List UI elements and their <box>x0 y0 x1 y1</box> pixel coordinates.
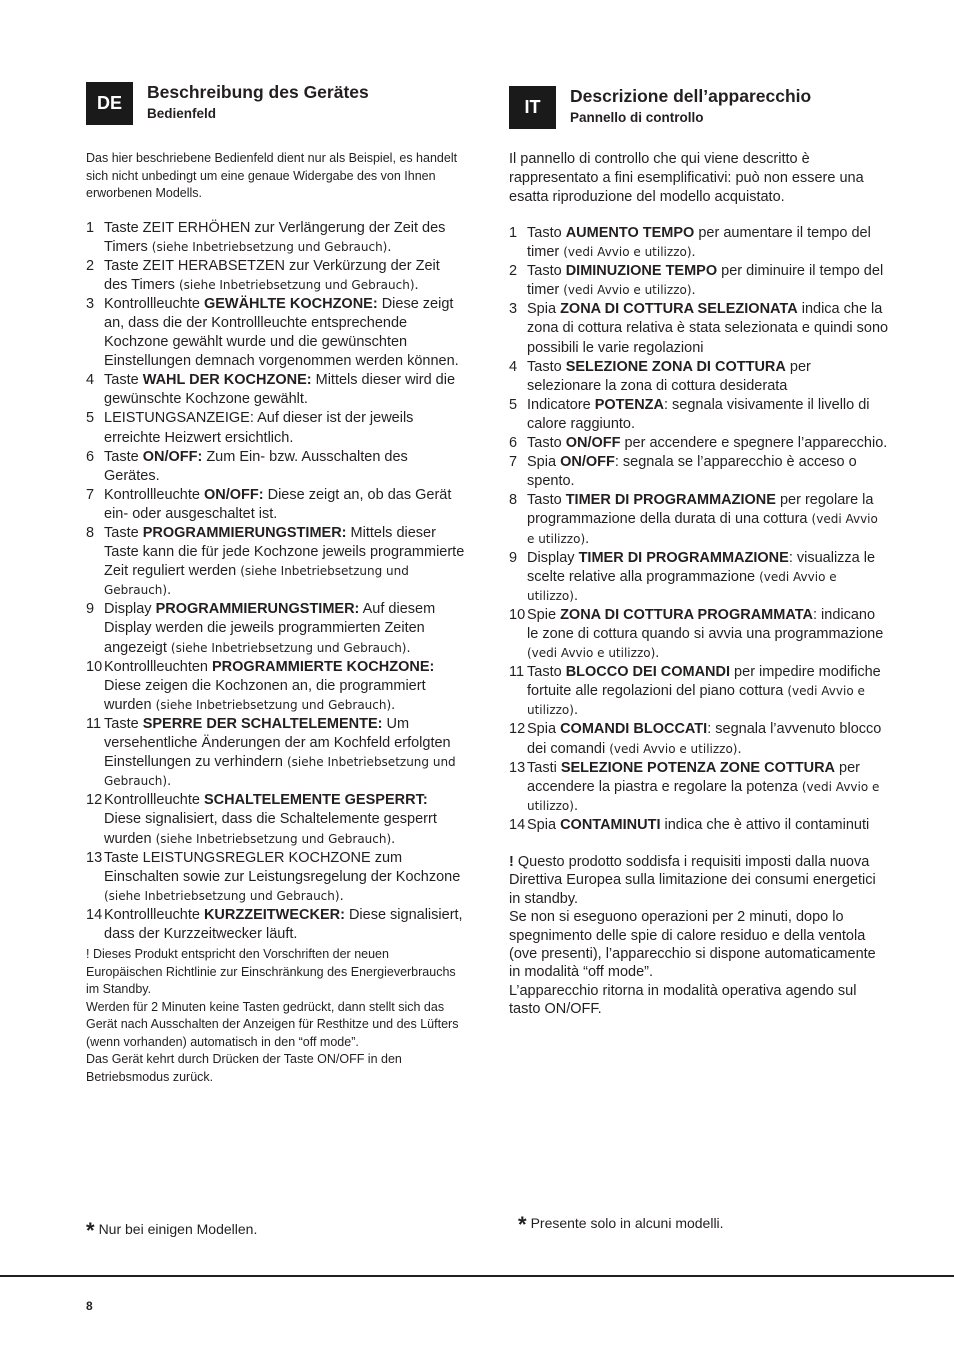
notice-paragraph: ! Dieses Produkt entspricht den Vorschriften der neuen Europäischen Richtlinie zur Einschränkung des Energieverbrauchs im Standby. <box>86 947 456 997</box>
item-text: . <box>339 887 344 904</box>
section-title-it: Descrizione dell’apparecchio <box>570 86 812 106</box>
item-text: . <box>691 244 696 261</box>
item-number: 1 <box>509 225 518 241</box>
item-number: 3 <box>86 295 95 312</box>
item-keyword: COMANDI BLOCCATI <box>560 721 708 738</box>
item-number: 4 <box>86 372 95 389</box>
item-number: 3 <box>509 301 518 318</box>
item-number: 2 <box>509 263 518 280</box>
item-text: per regolare la programmazione della durata di una cottura <box>527 492 874 528</box>
item-keyword: BLOCCO DEI COMANDI <box>565 664 731 681</box>
item-text: Tasto <box>527 492 566 509</box>
item-reference: (vedi Avvio e utilizzo) <box>527 512 878 546</box>
item-keyword: POTENZA <box>594 396 664 413</box>
section-subtitle-it: Pannello di controllo <box>570 110 704 125</box>
item-keyword: SPERRE DER SCHALTELEMENTE: <box>142 715 383 732</box>
list-item <box>509 396 889 434</box>
item-text: Taste ZEIT ERHÖHEN zur Verlängerung der Zeit des Timers <box>104 219 446 255</box>
item-text: per selezionare la zona di cottura desiderata <box>527 358 811 394</box>
item-text: Diese zeigt an, dass die der Kontrollleuchte entsprechende Kochzone gewählt wurde und die gewünschten Einstellungen demnach vorgenommen werden können. <box>104 295 459 370</box>
item-keyword: WAHL DER KOCHZONE: <box>142 372 312 389</box>
item-keyword: TIMER DI PROGRAMMAZIONE <box>565 492 776 509</box>
item-number: 10 <box>86 658 103 675</box>
item-keyword: CONTAMINUTI <box>560 816 661 833</box>
item-number: 13 <box>86 849 103 866</box>
item-keyword: PROGRAMMIERTE KOCHZONE: <box>212 658 435 675</box>
item-keyword: DIMINUZIONE TEMPO <box>565 263 718 280</box>
item-text: Tasto <box>527 435 566 452</box>
item-number: 5 <box>86 410 95 427</box>
list-item <box>509 453 889 491</box>
item-number: 9 <box>86 601 95 618</box>
item-text: : segnala se l’apparecchio è acceso o spento. <box>527 454 857 490</box>
language-badge-de: DE <box>86 82 133 125</box>
item-reference: (vedi Avvio e utilizzo) <box>563 245 692 260</box>
item-text: Tasto <box>527 358 566 375</box>
language-badge-it: IT <box>509 86 556 129</box>
item-reference: (siehe Inbetriebsetzung und Gebrauch) <box>155 831 392 846</box>
intro-text-it: Il pannello di controllo che qui viene descritto è rappresentato a fini esemplificativi: può non essere una esatta riproduzione del modello acquistato. <box>509 151 864 205</box>
item-number: 6 <box>86 448 95 465</box>
intro-text-de: Das hier beschriebene Bedienfeld dient nur als Beispiel, es handelt sich nicht unbedingt um eine genaue Widergabe des von Ihnen erworbenen Modells. <box>86 151 458 200</box>
item-keyword: GEWÄHLTE KOCHZONE: <box>203 295 378 312</box>
item-list-de <box>86 219 466 945</box>
item-reference: (siehe Inbetriebsetzung und Gebrauch) <box>155 697 392 712</box>
item-text: Diese signalisiert, dass die Schaltelemente gesperrt wurden <box>104 811 437 847</box>
list-item <box>86 257 466 295</box>
item-text: . <box>167 582 172 599</box>
item-reference: (siehe Inbetriebsetzung und Gebrauch) <box>170 640 407 655</box>
item-text: Spia <box>527 454 561 471</box>
item-text: Mittels dieser Taste kann die für jede Kochzone jeweils programmierte Zeit reguliert werden <box>104 525 465 580</box>
item-text: Taste <box>104 372 143 389</box>
notice-paragraph: Se non si eseguono operazioni per 2 minuti, dopo lo spegnimento delle spie di calore residuo e della ventola (ove presenti), l’apparecchio si dispone automaticamente in modalità “off mode”. <box>509 909 876 981</box>
item-number: 8 <box>86 525 95 541</box>
item-number: 13 <box>509 759 526 776</box>
item-number: 11 <box>509 664 525 681</box>
item-keyword: ON/OFF <box>565 435 621 452</box>
item-keyword: SELEZIONE POTENZA ZONE COTTURA <box>560 759 836 776</box>
item-reference: (vedi Avvio e utilizzo) <box>527 569 837 603</box>
item-text: . <box>655 645 660 662</box>
item-text: Kontrollleuchte <box>104 792 204 809</box>
section-header-de <box>147 82 466 122</box>
list-item <box>86 715 466 791</box>
item-text: Display <box>527 549 579 566</box>
page-number: 8 <box>86 1299 93 1313</box>
item-keyword: ON/OFF: <box>142 448 203 465</box>
column-de <box>86 82 466 1086</box>
item-text: per aumentare il tempo del timer <box>527 225 871 261</box>
item-text: per impedire modifiche fortuite alle regolazioni del piano cottura <box>527 664 881 700</box>
item-number: 7 <box>509 454 518 471</box>
item-number: 7 <box>86 486 95 503</box>
notice-paragraph: ! Questo prodotto soddisfa i requisiti imposti dalla nuova Direttiva Europea sulla limitazione dei consumi energetici in standby. <box>509 854 876 907</box>
item-keyword: ON/OFF <box>560 454 615 471</box>
item-number: 9 <box>509 549 518 566</box>
item-keyword: ON/OFF: <box>203 486 264 503</box>
item-list-it <box>509 224 889 835</box>
item-text: Um versehentliche Änderungen der am Kochfeld erfolgten Einstellungen zu verhindern <box>104 715 451 771</box>
notice-paragraph: Das Gerät kehrt durch Drücken der Taste ON/OFF in den Betriebsmodus zurück. <box>86 1052 402 1084</box>
item-text: Kontrollleuchten <box>104 658 213 675</box>
item-text: Taste LEISTUNGSREGLER KOCHZONE zum Einschalten sowie zur Leistungsregelung der Kochzone <box>104 849 461 885</box>
notice-paragraph: Werden für 2 Minuten keine Tasten gedrückt, dann stellt sich das Gerät nach Ausschalten der Anzeigen für Resthitze und des Lüfters (wenn vorhanden) automatisch in den “off mode”. <box>86 999 459 1049</box>
section-header-it <box>570 82 889 126</box>
item-text: : segnala l’avvenuto blocco dei comandi <box>527 721 882 757</box>
item-text: Spie <box>527 606 561 623</box>
item-text: Display <box>104 601 156 618</box>
item-text: Tasto <box>527 225 566 241</box>
item-text: : indicano le zone di cottura quando si avvia una programmazione <box>527 606 884 642</box>
list-item <box>509 434 889 453</box>
item-number: 4 <box>509 358 518 375</box>
list-item <box>86 849 466 906</box>
section-subtitle-de: Bedienfeld <box>147 106 217 121</box>
item-number: 5 <box>509 396 518 413</box>
list-item <box>86 486 466 524</box>
list-item <box>509 262 889 300</box>
asterisk-mark: * <box>518 1212 527 1237</box>
list-item <box>509 606 889 663</box>
item-text: . <box>585 530 590 547</box>
item-text: Kontrollleuchte <box>104 295 204 312</box>
item-text: indica che è attivo il contaminuti <box>660 816 870 833</box>
list-item <box>509 358 889 396</box>
item-number: 14 <box>86 906 103 923</box>
item-text: . <box>573 797 578 814</box>
item-number: 12 <box>509 721 526 738</box>
list-item <box>86 791 466 848</box>
item-reference: (vedi Avvio e utilizzo) <box>527 779 880 813</box>
list-item <box>509 759 889 816</box>
item-reference: (vedi Avvio e utilizzo) <box>563 283 692 298</box>
notice-paragraph: L’apparecchio ritorna in modalità operativa agendo sul tasto ON/OFF. <box>509 982 857 1018</box>
list-item <box>86 219 466 257</box>
item-keyword: ZONA DI COTTURA SELEZIONATA <box>560 301 798 318</box>
item-reference: (vedi Avvio e utilizzo) <box>609 741 738 756</box>
item-text: . <box>691 282 696 299</box>
item-text: . <box>573 587 578 604</box>
item-text: Zum Ein- bzw. Ausschalten des Gerätes. <box>104 448 408 484</box>
item-text: Diese zeigen die Kochzonen an, die programmiert wurden <box>104 677 426 713</box>
item-keyword: TIMER DI PROGRAMMAZIONE <box>578 549 789 566</box>
item-text: Tasto <box>527 263 566 280</box>
item-text: per accendere e spegnere l’apparecchio. <box>620 435 888 452</box>
list-item <box>86 295 466 371</box>
asterisk-mark: * <box>86 1218 95 1243</box>
item-reference: (siehe Inbetriebsetzung und Gebrauch) <box>151 239 388 254</box>
list-item <box>509 816 889 835</box>
item-text: . <box>406 639 411 656</box>
list-item <box>86 600 466 657</box>
item-text: . <box>414 276 419 293</box>
list-item <box>509 491 889 548</box>
item-text: . <box>387 238 392 255</box>
item-number: 11 <box>86 715 102 732</box>
list-item <box>509 300 889 357</box>
item-text: Spia <box>527 816 561 833</box>
item-number: 14 <box>509 816 526 833</box>
item-keyword: PROGRAMMIERUNGSTIMER: <box>155 601 360 618</box>
item-keyword: ZONA DI COTTURA PROGRAMMATA <box>560 606 813 623</box>
column-it <box>509 82 889 1019</box>
item-text: Spia <box>527 721 561 738</box>
list-item <box>86 371 466 409</box>
item-text: Taste <box>104 715 143 732</box>
item-text: : visualizza le scelte relative alla programmazione <box>527 549 876 585</box>
item-keyword: PROGRAMMIERUNGSTIMER: <box>142 525 347 541</box>
list-item <box>86 448 466 486</box>
item-number: 10 <box>509 606 526 623</box>
footnote-de: * Nur bei einigen Modellen. <box>86 1218 258 1243</box>
item-number: 6 <box>509 435 518 452</box>
item-text: Kontrollleuchte <box>104 906 204 923</box>
item-text: Diese signalisiert, dass der Kurzzeitwecker läuft. <box>104 906 463 942</box>
item-reference: (siehe Inbetriebsetzung und Gebrauch) <box>178 277 415 292</box>
item-text: LEISTUNGSANZEIGE: Auf dieser ist der jeweils erreichte Heizwert ersichtlich. <box>104 410 414 446</box>
item-text: per diminuire il tempo del timer <box>527 263 884 299</box>
item-text: Mittels dieser wird die gewünschte Kochzone gewählt. <box>104 372 456 408</box>
list-item <box>509 549 889 606</box>
item-reference: (vedi Avvio e utilizzo) <box>527 646 656 661</box>
item-keyword: KURZZEITWECKER: <box>203 906 345 923</box>
item-keyword: SELEZIONE ZONA DI COTTURA <box>565 358 786 375</box>
item-text: . <box>167 773 172 790</box>
item-text: Taste <box>104 448 143 465</box>
list-item <box>86 906 466 944</box>
item-text: Tasto <box>527 664 566 681</box>
item-number: 12 <box>86 792 103 809</box>
notice-it <box>509 853 889 1019</box>
item-text: . <box>737 740 742 757</box>
warning-mark: ! <box>509 854 514 870</box>
item-number: 8 <box>509 492 518 509</box>
item-text: : segnala visivamente il livello di calore raggiunto. <box>527 396 870 432</box>
item-reference: (siehe Inbetriebsetzung und Gebrauch) <box>104 755 456 789</box>
item-keyword: AUMENTO TEMPO <box>565 225 695 241</box>
item-text: per accendere la piastra e regolare la potenza <box>527 759 861 795</box>
list-item <box>86 409 466 447</box>
item-text: Kontrollleuchte <box>104 486 204 503</box>
item-text: . <box>573 702 578 719</box>
item-text: Spia <box>527 301 561 318</box>
item-text: Tasti <box>527 759 561 776</box>
item-text: Taste <box>104 525 143 541</box>
item-number: 2 <box>86 257 95 274</box>
list-item <box>86 524 466 600</box>
item-text: Indicatore <box>527 396 595 413</box>
item-text: Diese zeigt an, ob das Gerät ein- oder ausgeschaltet ist. <box>104 486 452 522</box>
item-text: . <box>391 696 396 713</box>
list-item <box>86 658 466 715</box>
footnote-it: * Presente solo in alcuni modelli. <box>518 1212 724 1237</box>
list-item <box>509 720 889 758</box>
item-number: 1 <box>86 219 95 236</box>
list-item <box>509 663 889 720</box>
item-text: indica che la zona di cottura relativa è stata selezionata e quindi sono possibili le varie regolazioni <box>527 301 889 356</box>
list-item <box>509 224 889 262</box>
item-text: Auf diesem Display werden die jeweils programmierten Zeiten angezeigt <box>104 601 436 656</box>
item-keyword: SCHALTELEMENTE GESPERRT: <box>203 792 428 809</box>
item-text: . <box>391 830 396 847</box>
notice-de <box>86 946 466 1086</box>
footer-divider <box>0 1275 954 1277</box>
item-reference: (siehe Inbetriebsetzung und Gebrauch) <box>104 564 409 598</box>
item-reference: (vedi Avvio e utilizzo) <box>527 684 865 718</box>
item-reference: (siehe Inbetriebsetzung und Gebrauch) <box>104 888 340 903</box>
section-title-de: Beschreibung des Gerätes <box>147 82 369 102</box>
item-text: Taste ZEIT HERABSETZEN zur Verkürzung der Zeit des Timers <box>104 257 440 293</box>
